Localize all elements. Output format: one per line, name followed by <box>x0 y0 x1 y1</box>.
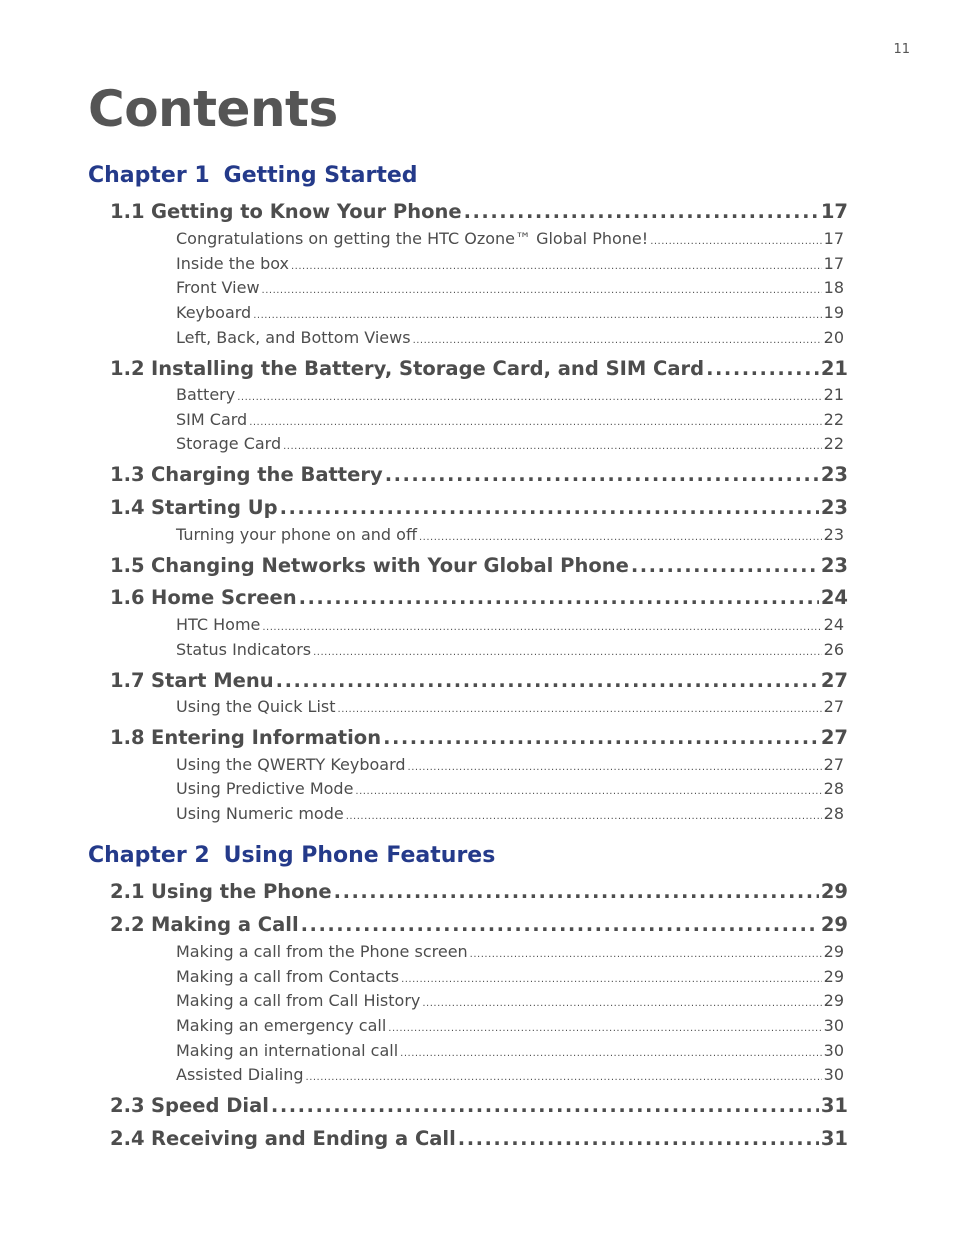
section-title: Entering Information <box>151 726 382 749</box>
dot-leader <box>237 392 821 403</box>
dot-leader <box>313 647 822 658</box>
page-title: Contents <box>88 80 338 138</box>
toc-subsection-entry[interactable] <box>176 385 844 404</box>
subsection-page-number: 22 <box>823 434 844 453</box>
section-number: 1.1 <box>110 200 145 223</box>
section-title: Starting Up <box>151 496 278 519</box>
section-page-number: 27 <box>820 669 848 692</box>
toc-subsection-entry[interactable] <box>176 434 844 453</box>
subsection-title: Making a call from Call History <box>176 991 421 1010</box>
section-page-number: 31 <box>820 1127 848 1150</box>
toc-subsection-entry[interactable] <box>176 697 844 716</box>
toc-section-entry[interactable] <box>110 357 848 380</box>
section-title: Making a Call <box>151 913 299 936</box>
dot-leader <box>271 1094 819 1117</box>
subsection-page-number: 27 <box>823 755 844 774</box>
dot-leader <box>299 586 819 609</box>
toc-subsection-entry[interactable] <box>176 804 844 823</box>
toc-section-entry[interactable] <box>110 913 848 936</box>
toc-subsection-entry[interactable] <box>176 410 844 429</box>
subsection-page-number: 28 <box>823 804 844 823</box>
section-label <box>110 463 383 486</box>
dot-leader <box>280 496 819 519</box>
chapter-label: Chapter 2 <box>88 843 210 868</box>
subsection-page-number: 30 <box>823 1041 844 1060</box>
section-title: Speed Dial <box>151 1094 269 1117</box>
chapter-heading <box>88 843 495 868</box>
chapter-name: Getting Started <box>223 163 418 188</box>
dot-leader <box>706 357 819 380</box>
subsection-title: HTC Home <box>176 615 261 634</box>
subsection-page-number: 24 <box>823 615 844 634</box>
section-page-number: 21 <box>820 357 848 380</box>
chapter-label: Chapter 1 <box>88 163 210 188</box>
subsection-page-number: 26 <box>823 640 844 659</box>
subsection-page-number: 30 <box>823 1065 844 1084</box>
dot-leader <box>383 726 819 749</box>
toc-section-entry[interactable] <box>110 726 848 749</box>
section-page-number: 23 <box>820 463 848 486</box>
section-title: Installing the Battery, Storage Card, and SIM Card <box>151 357 705 380</box>
toc-subsection-entry[interactable] <box>176 967 844 986</box>
section-label <box>110 357 704 380</box>
section-label <box>110 726 381 749</box>
section-label <box>110 200 462 223</box>
section-number: 2.2 <box>110 913 145 936</box>
dot-leader <box>338 704 822 715</box>
dot-leader <box>291 261 822 272</box>
chapter-name: Using Phone Features <box>223 843 496 868</box>
section-page-number: 17 <box>820 200 848 223</box>
toc-subsection-entry[interactable] <box>176 640 844 659</box>
subsection-page-number: 29 <box>823 942 844 961</box>
dot-leader <box>276 669 819 692</box>
subsection-title: Front View <box>176 278 260 297</box>
chapter-heading <box>88 163 418 188</box>
toc-subsection-entry[interactable] <box>176 991 844 1010</box>
subsection-title: Battery <box>176 385 236 404</box>
dot-leader <box>631 554 819 577</box>
toc-subsection-entry[interactable] <box>176 229 844 248</box>
section-title: Receiving and Ending a Call <box>151 1127 456 1150</box>
section-page-number: 27 <box>820 726 848 749</box>
dot-leader <box>355 786 821 797</box>
section-label <box>110 880 332 903</box>
section-label <box>110 554 629 577</box>
section-number: 1.2 <box>110 357 145 380</box>
section-label <box>110 669 274 692</box>
dot-leader <box>334 880 819 903</box>
section-number: 1.7 <box>110 669 145 692</box>
dot-leader <box>464 200 819 223</box>
section-title: Changing Networks with Your Global Phone <box>151 554 629 577</box>
section-title: Home Screen <box>151 586 297 609</box>
toc-subsection-entry[interactable] <box>176 254 844 273</box>
toc-subsection-entry[interactable] <box>176 278 844 297</box>
subsection-title: Making an international call <box>176 1041 399 1060</box>
subsection-title: Using Predictive Mode <box>176 779 354 798</box>
subsection-page-number: 27 <box>823 697 844 716</box>
subsection-title: Congratulations on getting the HTC Ozone™ Global Phone! <box>176 229 649 248</box>
subsection-title: Storage Card <box>176 434 282 453</box>
section-page-number: 29 <box>820 880 848 903</box>
dot-leader <box>262 285 822 296</box>
subsection-page-number: 17 <box>823 229 844 248</box>
section-page-number: 31 <box>820 1094 848 1117</box>
toc-subsection-entry[interactable] <box>176 1041 844 1060</box>
dot-leader <box>301 913 819 936</box>
subsection-page-number: 21 <box>823 385 844 404</box>
section-number: 1.4 <box>110 496 145 519</box>
dot-leader <box>413 335 822 346</box>
subsection-title: Inside the box <box>176 254 289 273</box>
dot-leader <box>388 1023 821 1034</box>
toc-section-entry[interactable] <box>110 554 848 577</box>
toc-subsection-entry[interactable] <box>176 328 844 347</box>
dot-leader <box>306 1072 822 1083</box>
section-number: 2.4 <box>110 1127 145 1150</box>
dot-leader <box>650 236 821 247</box>
section-label <box>110 1127 456 1150</box>
subsection-title: Status Indicators <box>176 640 312 659</box>
dot-leader <box>422 998 821 1009</box>
section-number: 1.5 <box>110 554 145 577</box>
section-label <box>110 496 278 519</box>
toc-section-entry[interactable] <box>110 496 848 519</box>
toc-subsection-entry[interactable] <box>176 779 844 798</box>
toc-subsection-entry[interactable] <box>176 615 844 634</box>
section-page-number: 23 <box>820 554 848 577</box>
dot-leader <box>249 417 821 428</box>
dot-leader <box>283 441 822 452</box>
toc-section-entry[interactable] <box>110 1094 848 1117</box>
subsection-page-number: 23 <box>823 525 844 544</box>
dot-leader <box>385 463 819 486</box>
dot-leader <box>346 811 822 822</box>
dot-leader <box>253 310 821 321</box>
subsection-page-number: 29 <box>823 967 844 986</box>
section-title: Charging the Battery <box>151 463 383 486</box>
dot-leader <box>400 1048 821 1059</box>
dot-leader <box>458 1127 819 1150</box>
toc-subsection-entry[interactable] <box>176 1065 844 1084</box>
dot-leader <box>408 762 822 773</box>
toc-section-entry[interactable] <box>110 200 848 223</box>
subsection-title: Making an emergency call <box>176 1016 387 1035</box>
subsection-page-number: 22 <box>823 410 844 429</box>
subsection-title: Assisted Dialing <box>176 1065 304 1084</box>
subsection-page-number: 17 <box>823 254 844 273</box>
section-title: Start Menu <box>151 669 274 692</box>
toc-subsection-entry[interactable] <box>176 942 844 961</box>
subsection-title: Keyboard <box>176 303 252 322</box>
dot-leader <box>262 622 821 633</box>
section-page-number: 23 <box>820 496 848 519</box>
toc-subsection-entry[interactable] <box>176 755 844 774</box>
subsection-page-number: 19 <box>823 303 844 322</box>
subsection-title: Making a call from Contacts <box>176 967 400 986</box>
toc-subsection-entry[interactable] <box>176 303 844 322</box>
subsection-title: Using Numeric mode <box>176 804 344 823</box>
subsection-page-number: 29 <box>823 991 844 1010</box>
section-label <box>110 913 299 936</box>
section-number: 2.1 <box>110 880 145 903</box>
toc-section-entry[interactable] <box>110 1127 848 1150</box>
subsection-page-number: 18 <box>823 278 844 297</box>
subsection-page-number: 28 <box>823 779 844 798</box>
section-number: 1.6 <box>110 586 145 609</box>
dot-leader <box>470 949 822 960</box>
toc-subsection-entry[interactable] <box>176 525 844 544</box>
toc-subsection-entry[interactable] <box>176 1016 844 1035</box>
section-number: 2.3 <box>110 1094 145 1117</box>
page-number: 11 <box>893 42 910 57</box>
subsection-title: Left, Back, and Bottom Views <box>176 328 411 347</box>
subsection-title: Making a call from the Phone screen <box>176 942 468 961</box>
toc-section-entry[interactable] <box>110 669 848 692</box>
dot-leader <box>401 974 822 985</box>
section-label <box>110 586 297 609</box>
subsection-page-number: 20 <box>823 328 844 347</box>
section-page-number: 24 <box>820 586 848 609</box>
toc-section-entry[interactable] <box>110 880 848 903</box>
toc-section-entry[interactable] <box>110 463 848 486</box>
subsection-title: SIM Card <box>176 410 248 429</box>
section-number: 1.3 <box>110 463 145 486</box>
toc-section-entry[interactable] <box>110 586 848 609</box>
section-number: 1.8 <box>110 726 145 749</box>
subsection-title: Turning your phone on and off <box>176 525 417 544</box>
section-page-number: 29 <box>820 913 848 936</box>
dot-leader <box>419 532 822 543</box>
subsection-title: Using the Quick List <box>176 697 336 716</box>
subsection-title: Using the QWERTY Keyboard <box>176 755 406 774</box>
section-title: Using the Phone <box>151 880 332 903</box>
section-label <box>110 1094 269 1117</box>
section-title: Getting to Know Your Phone <box>151 200 462 223</box>
subsection-page-number: 30 <box>823 1016 844 1035</box>
